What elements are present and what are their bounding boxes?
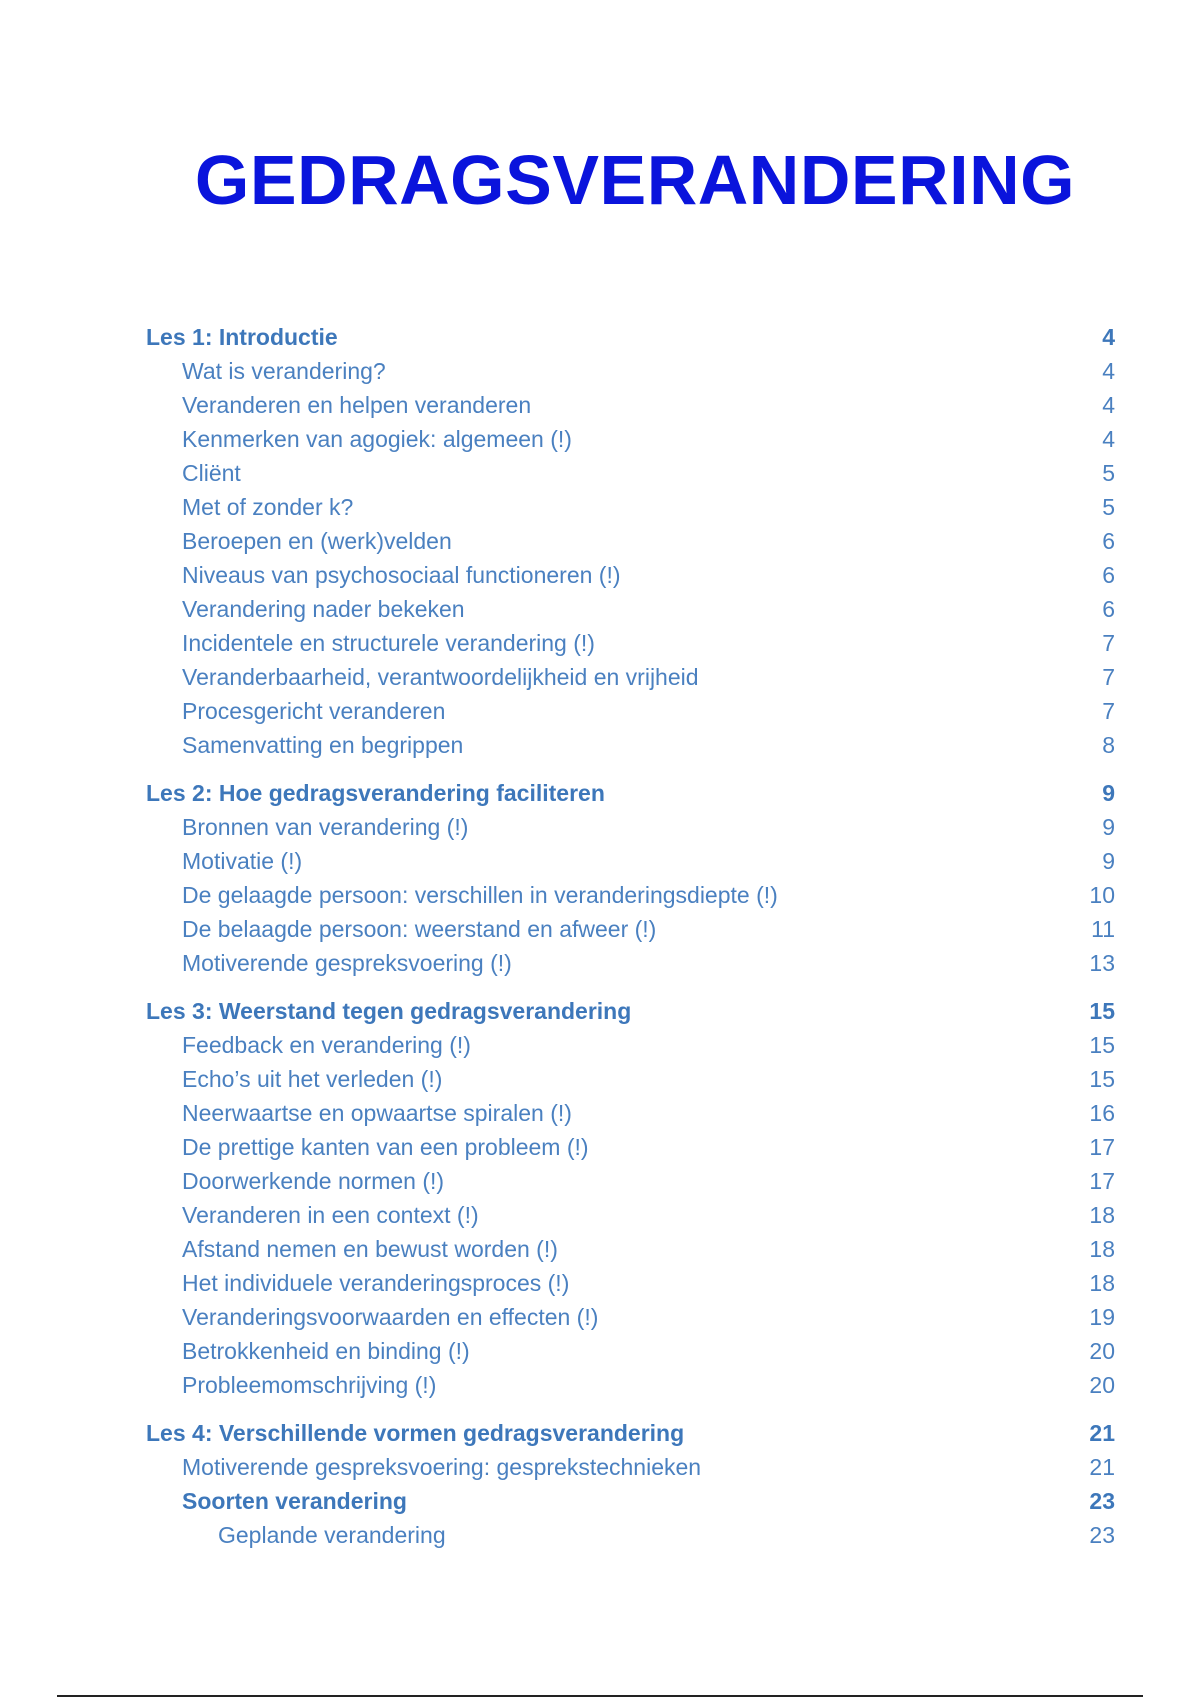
toc-entry-label: Feedback en verandering (!): [182, 1032, 471, 1058]
toc-entry[interactable]: [146, 524, 1115, 558]
toc-entry-label: Samenvatting en begrippen: [182, 732, 464, 758]
toc-page-number: 4: [1102, 324, 1115, 350]
toc-entry[interactable]: [146, 1062, 1115, 1096]
toc-entry[interactable]: [146, 810, 1115, 844]
toc-page-number: 23: [1089, 1488, 1115, 1514]
toc-section: [146, 1416, 1115, 1552]
toc-entry-label: Kenmerken van agogiek: algemeen (!): [182, 426, 572, 452]
toc-section: [146, 994, 1115, 1402]
toc-entry-label: Verandering nader bekeken: [182, 596, 465, 622]
toc-entry-label: Les 4: Verschillende vormen gedragsverandering: [146, 1420, 685, 1446]
toc-entry-label: Procesgericht veranderen: [182, 698, 446, 724]
toc-entry-label: Probleemomschrijving (!): [182, 1372, 437, 1398]
toc-entry[interactable]: [146, 1450, 1115, 1484]
toc-entry-label: Neerwaartse en opwaartse spiralen (!): [182, 1100, 572, 1126]
toc-page-number: 13: [1089, 950, 1115, 976]
toc-page-number: 9: [1102, 780, 1115, 806]
toc-entry-label: Incidentele en structurele verandering (!): [182, 630, 595, 656]
toc-entry-label: Motiverende gespreksvoering: gesprekstechnieken: [182, 1454, 702, 1480]
toc-entry-label: Doorwerkende normen (!): [182, 1168, 445, 1194]
toc-entry-label: Niveaus van psychosociaal functioneren (!): [182, 562, 621, 588]
toc-entry-label: Motiverende gespreksvoering (!): [182, 950, 512, 976]
toc-page-number: 6: [1102, 528, 1115, 554]
toc-page-number: 20: [1089, 1338, 1115, 1364]
toc-entry-label: Beroepen en (werk)velden: [182, 528, 452, 554]
toc-page-number: 20: [1089, 1372, 1115, 1398]
toc-page-number: 17: [1089, 1134, 1115, 1160]
toc-page-number: 6: [1102, 596, 1115, 622]
toc-entry-label: Geplande verandering: [218, 1522, 446, 1548]
toc-entry[interactable]: [146, 912, 1115, 946]
toc-chapter-heading[interactable]: [146, 320, 1115, 354]
toc-page-number: 7: [1102, 630, 1115, 656]
toc-page-number: 15: [1089, 998, 1115, 1024]
toc-entry[interactable]: [146, 422, 1115, 456]
toc-entry-label: Met of zonder k?: [182, 494, 354, 520]
toc-page-number: 4: [1102, 426, 1115, 452]
toc-page-number: 18: [1089, 1236, 1115, 1262]
toc-entry-label: Cliënt: [182, 460, 241, 486]
toc-chapter-heading[interactable]: [146, 776, 1115, 810]
toc-entry[interactable]: [146, 1518, 1115, 1552]
toc-page-number: 4: [1102, 358, 1115, 384]
toc-page-number: 11: [1091, 916, 1115, 942]
toc-entry[interactable]: [146, 1334, 1115, 1368]
toc-page-number: 18: [1089, 1202, 1115, 1228]
toc-entry[interactable]: [146, 1096, 1115, 1130]
toc-page-number: 10: [1089, 882, 1115, 908]
toc-entry[interactable]: [146, 1130, 1115, 1164]
toc-page-number: 9: [1102, 814, 1115, 840]
toc-entry[interactable]: [146, 592, 1115, 626]
toc-chapter-heading[interactable]: [146, 994, 1115, 1028]
toc-entry[interactable]: [146, 660, 1115, 694]
toc-page-number: 17: [1089, 1168, 1115, 1194]
toc-entry[interactable]: [146, 490, 1115, 524]
toc-entry[interactable]: [146, 1028, 1115, 1062]
toc-entry-label: De prettige kanten van een probleem (!): [182, 1134, 589, 1160]
toc-entry[interactable]: [146, 728, 1115, 762]
toc-page-number: 6: [1102, 562, 1115, 588]
toc-page-number: 21: [1089, 1420, 1115, 1446]
toc-entry-label: Les 3: Weerstand tegen gedragsverandering: [146, 998, 632, 1024]
toc-entry[interactable]: [146, 456, 1115, 490]
toc-entry-label: Motivatie (!): [182, 848, 303, 874]
toc-entry[interactable]: [146, 354, 1115, 388]
toc-entry[interactable]: [146, 844, 1115, 878]
toc-entry[interactable]: [146, 1484, 1115, 1518]
toc-page-number: 8: [1102, 732, 1115, 758]
toc-entry[interactable]: [146, 1232, 1115, 1266]
toc-page-number: 5: [1102, 494, 1115, 520]
toc-section: [146, 776, 1115, 980]
toc-entry-label: Wat is verandering?: [182, 358, 386, 384]
toc-entry[interactable]: [146, 878, 1115, 912]
toc-page-number: 4: [1102, 392, 1115, 418]
toc-entry[interactable]: [146, 1164, 1115, 1198]
toc-entry[interactable]: [146, 946, 1115, 980]
toc-page-number: 16: [1089, 1100, 1115, 1126]
toc-page-number: 15: [1089, 1032, 1115, 1058]
toc-page-number: 5: [1102, 460, 1115, 486]
toc-entry-label: Soorten verandering: [182, 1488, 407, 1514]
toc-entry-label: Veranderen in een context (!): [182, 1202, 479, 1228]
toc-entry-label: Les 2: Hoe gedragsverandering faciliteren: [146, 780, 605, 806]
document-title: GEDRAGSVERANDERING: [194, 141, 1076, 219]
toc-page-number: 23: [1089, 1522, 1115, 1548]
toc-entry[interactable]: [146, 626, 1115, 660]
toc-page-number: 18: [1089, 1270, 1115, 1296]
toc-entry[interactable]: [146, 558, 1115, 592]
toc-page-number: 21: [1089, 1454, 1115, 1480]
toc-entry[interactable]: [146, 1368, 1115, 1402]
toc-page-number: 9: [1102, 848, 1115, 874]
toc-entry-label: De gelaagde persoon: verschillen in veranderingsdiepte (!): [182, 882, 778, 908]
toc-entry-label: Veranderbaarheid, verantwoordelijkheid en vrijheid: [182, 664, 699, 690]
footer-divider: [57, 1695, 1143, 1697]
toc-entry-label: Afstand nemen en bewust worden (!): [182, 1236, 558, 1262]
toc-entry-label: Veranderingsvoorwaarden en effecten (!): [182, 1304, 599, 1330]
toc-entry[interactable]: [146, 1300, 1115, 1334]
toc-entry[interactable]: [146, 1198, 1115, 1232]
toc-entry[interactable]: [146, 388, 1115, 422]
toc-entry-label: Het individuele veranderingsproces (!): [182, 1270, 570, 1296]
toc-entry-label: Echo’s uit het verleden (!): [182, 1066, 443, 1092]
toc-entry-label: Betrokkenheid en binding (!): [182, 1338, 470, 1364]
toc-page-number: 15: [1089, 1066, 1115, 1092]
toc-chapter-heading[interactable]: [146, 1416, 1115, 1450]
toc-entry-label: De belaagde persoon: weerstand en afweer (!): [182, 916, 657, 942]
toc-page-number: 19: [1089, 1304, 1115, 1330]
toc-page-number: 7: [1102, 664, 1115, 690]
toc-entry[interactable]: [146, 694, 1115, 728]
toc-entry[interactable]: [146, 1266, 1115, 1300]
toc-entry-label: Les 1: Introductie: [146, 324, 338, 350]
toc-page-number: 7: [1102, 698, 1115, 724]
toc-entry-label: Veranderen en helpen veranderen: [182, 392, 532, 418]
toc-entry-label: Bronnen van verandering (!): [182, 814, 469, 840]
toc-section: [146, 320, 1115, 762]
table-of-contents: [146, 320, 1115, 1566]
